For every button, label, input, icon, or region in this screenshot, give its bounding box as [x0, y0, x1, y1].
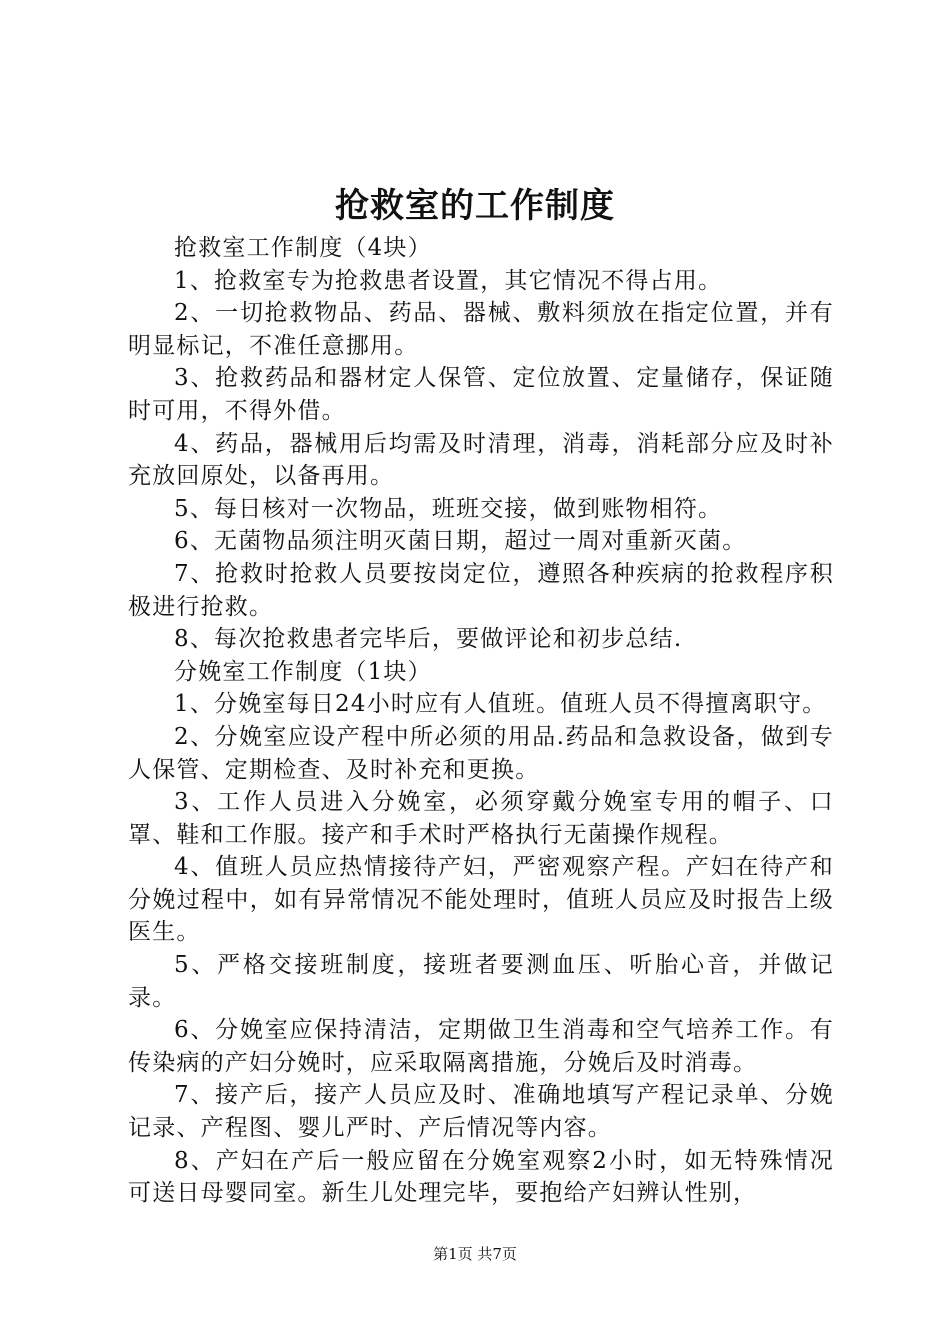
- document-body: [128, 232, 834, 1210]
- paragraph-rescue-rule-6: 6、无菌物品须注明灭菌日期，超过一周对重新灭菌。: [174, 528, 747, 555]
- paragraph-delivery-rule-3: 3、工作人员进入分娩室，必须穿戴分娩室专用的帽子、口罩、鞋和工作服。接产和手术时严格执行无菌操作规程。: [128, 789, 834, 848]
- paragraph-rescue-rule-8: 8、每次抢救患者完毕后，要做评论和初步总结.: [174, 626, 683, 653]
- paragraph-delivery-rule-1: 1、分娩室每日24小时应有人值班。值班人员不得擅离职守。: [174, 691, 827, 718]
- paragraph-delivery-heading: 分娩室工作制度（1块）: [174, 658, 432, 685]
- paragraph-rescue-rule-1: 1、抢救室专为抢救患者设置，其它情况不得占用。: [174, 267, 723, 294]
- paragraph-rescue-rule-3: 3、抢救药品和器材定人保管、定位放置、定量储存，保证随时可用，不得外借。: [128, 365, 834, 424]
- paragraph-delivery-rule-4: 4、值班人员应热情接待产妇，严密观察产程。产妇在待产和分娩过程中，如有异常情况不能处理时，值班人员应及时报告上级医生。: [128, 854, 834, 946]
- paragraph-delivery-rule-5: 5、严格交接班制度，接班者要测血压、听胎心音，并做记录。: [128, 952, 834, 1011]
- paragraph-rescue-rule-7: 7、抢救时抢救人员要按岗定位，遵照各种疾病的抢救程序积极进行抢救。: [128, 560, 834, 620]
- paragraph-delivery-rule-6: 6、分娩室应保持清洁，定期做卫生消毒和空气培养工作。有传染病的产妇分娩时，应采取隔离措施，分娩后及时消毒。: [128, 1017, 834, 1076]
- paragraph-rescue-heading: 抢救室工作制度（4块）: [174, 235, 432, 261]
- document-title: 抢救室的工作制度: [335, 186, 615, 226]
- paragraph-rescue-rule-4: 4、药品，器械用后均需及时清理，消毒，消耗部分应及时补充放回原处，以备再用。: [128, 430, 834, 490]
- paragraph-delivery-rule-7: 7、接产后，接产人员应及时、准确地填写产程记录单、分娩记录、产程图、婴儿严时、产后情况等内容。: [128, 1082, 834, 1142]
- paragraph-rescue-rule-5: 5、每日核对一次物品，班班交接，做到账物相符。: [174, 495, 723, 522]
- paragraph-delivery-rule-2: 2、分娩室应设产程中所必须的用品.药品和急救设备，做到专人保管、定期检查、及时补充和更换。: [128, 723, 834, 783]
- page-number-footer: 第1页 共7页: [433, 1245, 517, 1263]
- paragraph-delivery-rule-8: 8、产妇在产后一般应留在分娩室观察2小时，如无特殊情况可送日母婴同室。新生儿处理完毕，要抱给产妇辨认性别，: [128, 1147, 834, 1207]
- paragraph-rescue-rule-2: 2、一切抢救物品、药品、器械、敷料须放在指定位置，并有明显标记，不准任意挪用。: [128, 300, 834, 359]
